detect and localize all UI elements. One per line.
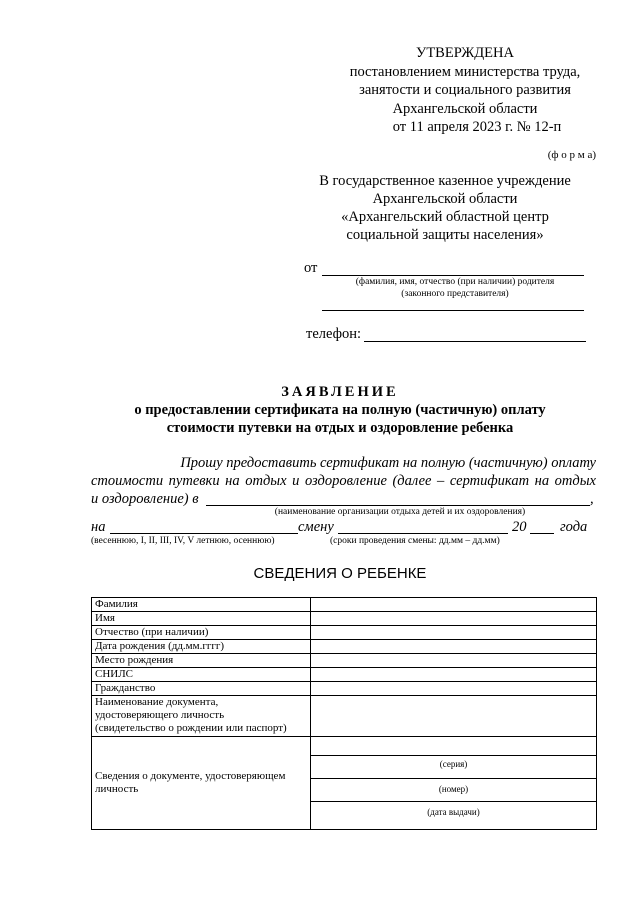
table-label-cell: Дата рождения (дд.мм.гггг): [92, 640, 311, 654]
table-value-cell[interactable]: [311, 626, 597, 640]
season-note: (весеннюю, I, II, III, IV, V летнюю, осеннюю): [91, 536, 275, 546]
table-value-cell[interactable]: [311, 668, 597, 682]
from-note: [320, 276, 590, 300]
doc-series-field[interactable]: [311, 756, 596, 779]
doc-info-line: Сведения о документе, удостоверяющем: [95, 770, 286, 782]
table-label-cell: [92, 737, 311, 830]
year-field[interactable]: [530, 533, 554, 534]
recipient-line: В государственное казенное учреждение: [319, 173, 571, 189]
table-value-cell[interactable]: [311, 640, 597, 654]
table-value-cell[interactable]: [311, 696, 597, 737]
table-row: [92, 640, 597, 654]
on-label: на: [91, 519, 106, 535]
table-label-cell: Отчество (при наличии): [92, 626, 311, 640]
approval-line: постановлением министерства труда,: [349, 63, 581, 80]
shift-dates-field[interactable]: [338, 533, 508, 534]
doc-info-line: личность: [95, 783, 139, 795]
from-note-line: (законного представителя): [401, 289, 509, 299]
from-label: от: [304, 260, 318, 276]
table-value-cell[interactable]: [311, 598, 597, 612]
doc-date-field[interactable]: [311, 802, 596, 824]
doc-name-line: (свидетельство о рождении или паспорт): [95, 722, 287, 734]
recipient-block: [300, 172, 590, 244]
title-line: стоимости путевки на отдых и оздоровление ребенка: [166, 420, 514, 436]
recipient-line: Архангельской области: [372, 191, 518, 207]
table-row: [92, 682, 597, 696]
table-label-cell: Место рождения: [92, 654, 311, 668]
recipient-line: социальной защиты населения»: [346, 227, 544, 243]
year-prefix: 20: [512, 519, 527, 535]
table-row: [92, 696, 597, 737]
doc-series-blank[interactable]: [311, 737, 596, 756]
number-note: (номер): [438, 784, 469, 794]
document-title: [60, 383, 620, 437]
table-value-cell[interactable]: [311, 682, 597, 696]
doc-name-line: удостоверяющего личность: [95, 709, 225, 721]
approval-block: [320, 44, 610, 137]
from-note-line: (фамилия, имя, отчество (при наличии) родителя: [355, 277, 555, 287]
table-row: [92, 668, 597, 682]
organization-note: (наименование организации отдыха детей и их оздоровления): [274, 507, 526, 517]
table-label-cell: Имя: [92, 612, 311, 626]
approval-line: занятости и социального развития: [359, 82, 571, 98]
document-details-cell: [311, 737, 597, 830]
phone-field[interactable]: [364, 341, 586, 342]
table-row: [92, 598, 597, 612]
shift-label: смену: [298, 519, 334, 535]
approval-heading: УТВЕРЖДЕНА: [416, 45, 514, 61]
title-word: ЗАЯВЛЕНИЕ: [281, 384, 399, 400]
table-label-cell: Гражданство: [92, 682, 311, 696]
title-line: о предоставлении сертификата на полную (частичную) оплату: [134, 402, 546, 418]
approval-date: от 11 апреля 2023 г. № 12-п: [392, 119, 562, 135]
table-row: [92, 612, 597, 626]
body-line-3: и оздоровление) в: [91, 491, 199, 507]
table-value-cell[interactable]: [311, 654, 597, 668]
doc-name-line: Наименование документа,: [95, 696, 219, 708]
phone-label: телефон:: [306, 326, 362, 342]
table-label-cell: Фамилия: [92, 598, 311, 612]
from-extra-field[interactable]: [322, 310, 584, 311]
approval-line: Архангельской области: [392, 100, 538, 117]
table-row: [92, 737, 597, 830]
issue-date-note: (дата выдачи): [427, 807, 480, 817]
year-word: года: [560, 519, 588, 535]
table-label-cell: СНИЛС: [92, 668, 311, 682]
recipient-line: «Архангельский областной центр: [341, 209, 549, 225]
body-line-1: Прошу предоставить сертификат на полную (частичную) оплату: [180, 455, 596, 471]
child-info-table: [91, 597, 597, 830]
section-title: СВЕДЕНИЯ О РЕБЕНКЕ: [253, 565, 427, 582]
body-line-2: стоимости путевки на отдых и оздоровление (далее – сертификат на отдых: [91, 473, 596, 489]
table-row: [92, 654, 597, 668]
season-field[interactable]: [110, 533, 298, 534]
doc-number-field[interactable]: [311, 779, 596, 802]
body-comma: ,: [590, 491, 594, 507]
table-row: [92, 626, 597, 640]
table-label-cell: [92, 696, 311, 737]
dates-note: (сроки проведения смены: дд.мм – дд.мм): [330, 536, 500, 546]
series-note: (серия): [439, 759, 468, 769]
form-label: (ф о р м а): [547, 149, 596, 161]
table-value-cell[interactable]: [311, 612, 597, 626]
